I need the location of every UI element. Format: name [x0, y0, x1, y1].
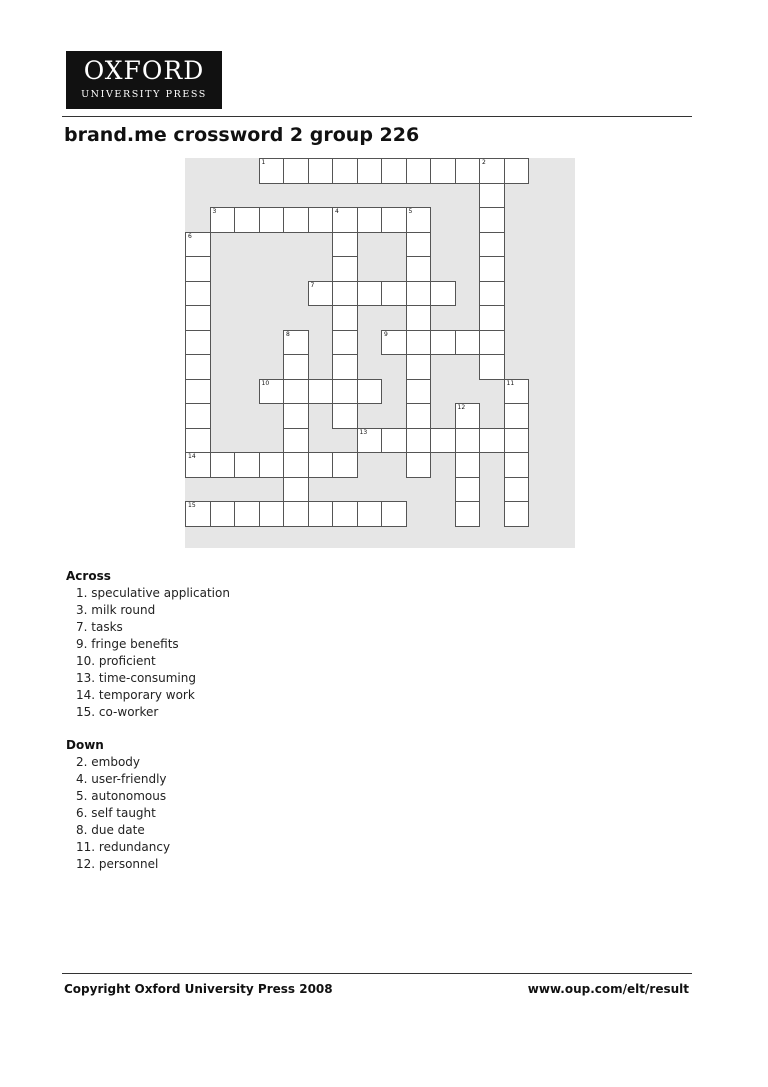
crossword-cell[interactable]	[283, 158, 309, 184]
crossword-cell[interactable]	[406, 403, 432, 429]
crossword-cell[interactable]	[504, 501, 530, 527]
crossword-cell[interactable]	[234, 452, 260, 478]
crossword-cell[interactable]	[185, 232, 211, 258]
crossword-cell[interactable]	[185, 354, 211, 380]
crossword-cell[interactable]	[259, 501, 285, 527]
crossword-cell[interactable]	[283, 403, 309, 429]
publisher-url: www.oup.com/elt/result	[527, 982, 689, 996]
crossword-cell[interactable]	[430, 158, 456, 184]
crossword-cell[interactable]	[332, 207, 358, 233]
crossword-cell[interactable]	[381, 501, 407, 527]
clue-number: 6	[188, 232, 192, 240]
crossword-cell[interactable]	[455, 330, 481, 356]
crossword-cell[interactable]	[283, 379, 309, 405]
crossword-cell[interactable]	[210, 207, 236, 233]
crossword-cell[interactable]	[332, 256, 358, 282]
down-clues	[66, 737, 170, 873]
crossword-cell[interactable]	[283, 428, 309, 454]
crossword-cell[interactable]	[332, 330, 358, 356]
down-clue-2: 2. embody	[76, 755, 141, 769]
crossword-cell[interactable]	[308, 158, 334, 184]
crossword-cell[interactable]	[430, 281, 456, 307]
crossword-cell[interactable]	[332, 403, 358, 429]
crossword-cell[interactable]	[479, 207, 505, 233]
crossword-cell[interactable]	[332, 354, 358, 380]
crossword-cell[interactable]	[455, 158, 481, 184]
crossword-cell[interactable]	[357, 281, 383, 307]
crossword-cell[interactable]	[185, 452, 211, 478]
crossword-cell[interactable]	[308, 379, 334, 405]
crossword-cell[interactable]	[504, 158, 530, 184]
clue-number: 13	[359, 428, 368, 436]
crossword-cell[interactable]	[185, 428, 211, 454]
down-heading: Down	[66, 738, 104, 752]
across-clue-10: 10. proficient	[76, 654, 156, 668]
crossword-cell[interactable]	[381, 158, 407, 184]
clue-number: 8	[286, 330, 290, 338]
crossword-cell[interactable]	[283, 330, 309, 356]
down-clue-6: 6. self taught	[76, 806, 156, 820]
crossword-cell[interactable]	[308, 452, 334, 478]
crossword-cell[interactable]	[357, 379, 383, 405]
crossword-cell[interactable]	[283, 354, 309, 380]
logo-wordmark: OXFORD	[83, 56, 205, 85]
crossword-cell[interactable]	[332, 379, 358, 405]
crossword-cell[interactable]	[406, 452, 432, 478]
crossword-cell[interactable]	[332, 232, 358, 258]
crossword-cell[interactable]	[234, 207, 260, 233]
crossword-cell[interactable]	[406, 305, 432, 331]
across-clue-7: 7. tasks	[76, 620, 123, 634]
crossword-cell[interactable]	[430, 428, 456, 454]
crossword-cell[interactable]	[357, 428, 383, 454]
copyright-notice: Copyright Oxford University Press 2008	[64, 982, 333, 996]
down-clue-8: 8. due date	[76, 823, 145, 837]
clue-number: 9	[384, 330, 388, 338]
crossword-cell[interactable]	[479, 183, 505, 209]
crossword-cell[interactable]	[234, 501, 260, 527]
crossword-cell[interactable]	[406, 428, 432, 454]
crossword-cell[interactable]	[283, 477, 309, 503]
crossword-cell[interactable]	[185, 305, 211, 331]
clue-number: 12	[457, 404, 466, 411]
crossword-cell[interactable]	[185, 403, 211, 429]
across-heading: Across	[66, 569, 111, 583]
across-clue-1: 1. speculative application	[76, 586, 230, 600]
crossword-cell[interactable]	[210, 501, 236, 527]
crossword-cell[interactable]	[259, 379, 285, 405]
crossword-cell[interactable]	[479, 330, 505, 356]
crossword-cell[interactable]	[308, 207, 334, 233]
crossword-cell[interactable]	[259, 207, 285, 233]
crossword-cell[interactable]	[406, 379, 432, 405]
clue-number: 3	[212, 208, 217, 215]
crossword-cell[interactable]	[406, 330, 432, 356]
down-clue-11: 11. redundancy	[76, 840, 171, 854]
down-clue-12: 12. personnel	[76, 857, 159, 871]
crossword-cell[interactable]	[504, 403, 530, 429]
clue-number: 5	[408, 208, 413, 215]
crossword-cell[interactable]	[259, 452, 285, 478]
crossword-cell[interactable]	[332, 305, 358, 331]
crossword-cell[interactable]	[406, 256, 432, 282]
crossword-cell[interactable]	[455, 403, 481, 429]
crossword-cell[interactable]	[283, 501, 309, 527]
crossword-cell[interactable]	[381, 207, 407, 233]
crossword-cell[interactable]	[283, 452, 309, 478]
crossword-cell[interactable]	[455, 501, 481, 527]
across-clue-3: 3. milk round	[76, 603, 156, 617]
crossword-cell[interactable]	[406, 158, 432, 184]
clue-number: 4	[335, 208, 339, 215]
crossword-cell[interactable]	[185, 281, 211, 307]
crossword-grid	[185, 158, 575, 548]
header-divider	[62, 116, 692, 117]
crossword-cell[interactable]	[479, 428, 505, 454]
crossword-cell[interactable]	[479, 232, 505, 258]
across-clue-14: 14. temporary work	[76, 688, 195, 702]
clue-number: 7	[310, 281, 315, 289]
crossword-cell[interactable]	[332, 158, 358, 184]
crossword-cell[interactable]	[479, 281, 505, 307]
crossword-cell[interactable]	[332, 501, 358, 527]
crossword-cell[interactable]	[430, 330, 456, 356]
crossword-cell[interactable]	[381, 330, 407, 356]
crossword-cell[interactable]	[357, 158, 383, 184]
down-clue-5: 5. autonomous	[76, 789, 167, 803]
across-clues	[66, 568, 230, 721]
crossword-cell[interactable]	[455, 452, 481, 478]
crossword-cell[interactable]	[332, 452, 358, 478]
footer-divider	[62, 973, 692, 974]
across-clue-13: 13. time-consuming	[76, 671, 196, 685]
crossword-cell[interactable]	[357, 207, 383, 233]
clue-number: 10	[261, 379, 270, 387]
crossword-cell[interactable]	[308, 501, 334, 527]
crossword-cell[interactable]	[455, 428, 481, 454]
crossword-cell[interactable]	[479, 158, 505, 184]
crossword-cell[interactable]	[504, 428, 530, 454]
crossword-cell[interactable]	[406, 232, 432, 258]
clue-number: 14	[188, 453, 196, 460]
crossword-cell[interactable]	[479, 305, 505, 331]
logo-subtitle: UNIVERSITY PRESS	[81, 89, 207, 100]
crossword-cell[interactable]	[185, 379, 211, 405]
crossword-cell[interactable]	[210, 452, 236, 478]
crossword-cell[interactable]	[504, 452, 530, 478]
clue-number: 15	[188, 502, 196, 509]
across-clue-15: 15. co-worker	[76, 705, 159, 719]
oxford-logo	[66, 51, 222, 109]
crossword-cell[interactable]	[357, 501, 383, 527]
crossword-cell[interactable]	[406, 281, 432, 307]
crossword-cell[interactable]	[185, 330, 211, 356]
down-clue-4: 4. user-friendly	[76, 772, 167, 786]
crossword-cell[interactable]	[406, 354, 432, 380]
clue-number: 2	[482, 159, 486, 166]
page-title: brand.me crossword 2 group 226	[64, 124, 420, 146]
crossword-cell[interactable]	[479, 354, 505, 380]
crossword-cell[interactable]	[504, 379, 530, 405]
across-clue-9: 9. fringe benefits	[76, 637, 179, 651]
crossword-cell[interactable]	[504, 477, 530, 503]
crossword-cell[interactable]	[455, 477, 481, 503]
crossword-cell[interactable]	[308, 281, 334, 307]
clue-number: 1	[261, 159, 266, 166]
clue-number: 11	[506, 379, 515, 387]
crossword-cell[interactable]	[332, 281, 358, 307]
crossword-cell[interactable]	[381, 428, 407, 454]
crossword-cell[interactable]	[259, 158, 285, 184]
crossword-cell[interactable]	[185, 256, 211, 282]
crossword-cell[interactable]	[381, 281, 407, 307]
crossword-cell[interactable]	[283, 207, 309, 233]
crossword-cell[interactable]	[479, 256, 505, 282]
crossword-cell[interactable]	[185, 501, 211, 527]
crossword-cell[interactable]	[406, 207, 432, 233]
